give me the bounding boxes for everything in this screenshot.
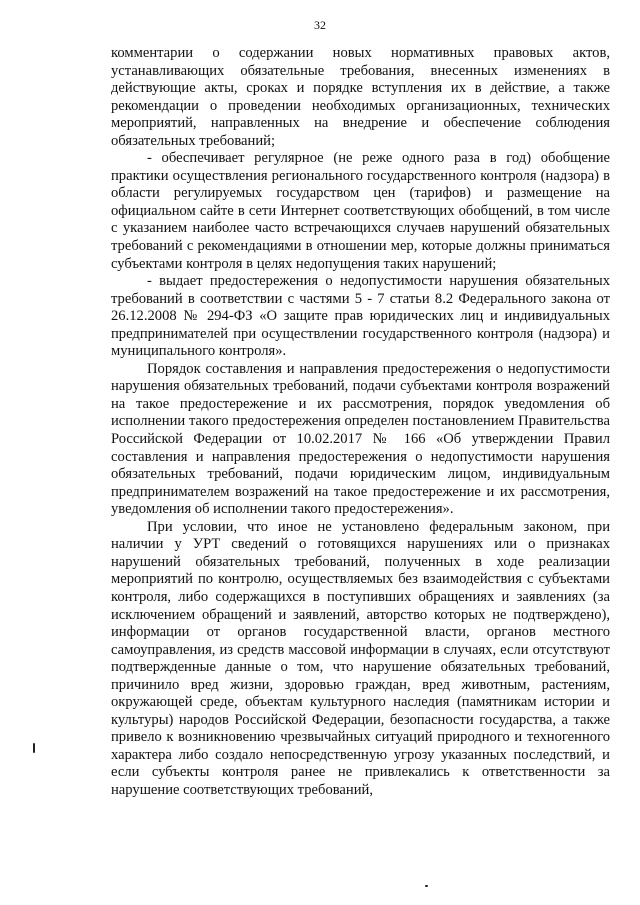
paragraph-practice-generalization: - обеспечивает регулярное (не реже одного раза в год) обобщение практики осуществления регионального государственного контроля (надзора) в области регулируемых государством цен (тарифов) и размещение на официальном сайте в сети Интернет соответствующих обобщений, в том числе с указанием наиболее часто встречающихся случаев нарушений обязательных требований с рекомендациями в отношении мер, которые должны приниматься субъектами контроля в целях недопущения таких нарушений; [111,150,610,272]
paragraph-comments-continuation: комментарии о содержании новых нормативных правовых актов, устанавливающих обязательные требования, внесенных изменениях в действующие акты, сроках и порядке вступления их в действие, а также рекомендации о проведении необходимых организационных, технических мероприятий, направленных на внедрение и обеспечение соблюдения обязательных требований; [111,45,610,149]
paragraph-warnings-issuance: - выдает предостережения о недопустимости нарушения обязательных требований в соответствии с частями 5 - 7 статьи 8.2 Федерального закона от 26.12.2008 № 294-ФЗ «О защите прав юридических лиц и индивидуальных предпринимателей при осуществлении государственного контроля (надзора) и муниципального контроля». [111,273,610,360]
paragraph-conditions: При условии, что иное не установлено федеральным законом, при наличии у УРТ сведений о готовящихся нарушениях или о признаках нарушений обязательных требований, полученных в ходе реализации мероприятий по контролю, осуществляемых без взаимодействия с субъектами контроля, либо содержащихся в поступивших обращениях и заявлениях (за исключением обращений и заявлений, авторство которых не подтверждено), информации от органов государственной власти, органов местного самоуправления, из средств массовой информации в случаях, если отсутствуют подтвержденные данные о том, что нарушение обязательных требований, причинило вред жизни, здоровью граждан, вред животным, растениям, окружающей среде, объектам культурного наследия (памятникам истории и культуры) народов Российской Федерации, безопасности государства, а также привело к возникновению чрезвычайных ситуаций природного и техногенного характера либо создало непосредственную угрозу указанных последствий, и если субъекты контроля ранее не привлекались к ответственности за нарушение соответствующих требований, [111,518,610,798]
paragraph-warning-procedure: Порядок составления и направления предостережения о недопустимости нарушения обязательных требований, подачи субъектами контроля возражений на такое предостережение и их рассмотрения, порядок уведомления об исполнении такого предостережения определен постановлением Правительства Российской Федерации от 10.02.2017 № 166 «Об утверждении Правил составления и направления предостережения о недопустимости нарушения обязательных требований, подачи юридическим лицом, индивидуальным предпринимателем возражений на такое предостережение и их рассмотрения, уведомления об исполнении такого предостережения». [111,360,610,518]
scan-mark [33,743,35,753]
scan-mark [425,885,428,887]
body-text [111,45,610,800]
page-number: 32 [314,18,326,32]
